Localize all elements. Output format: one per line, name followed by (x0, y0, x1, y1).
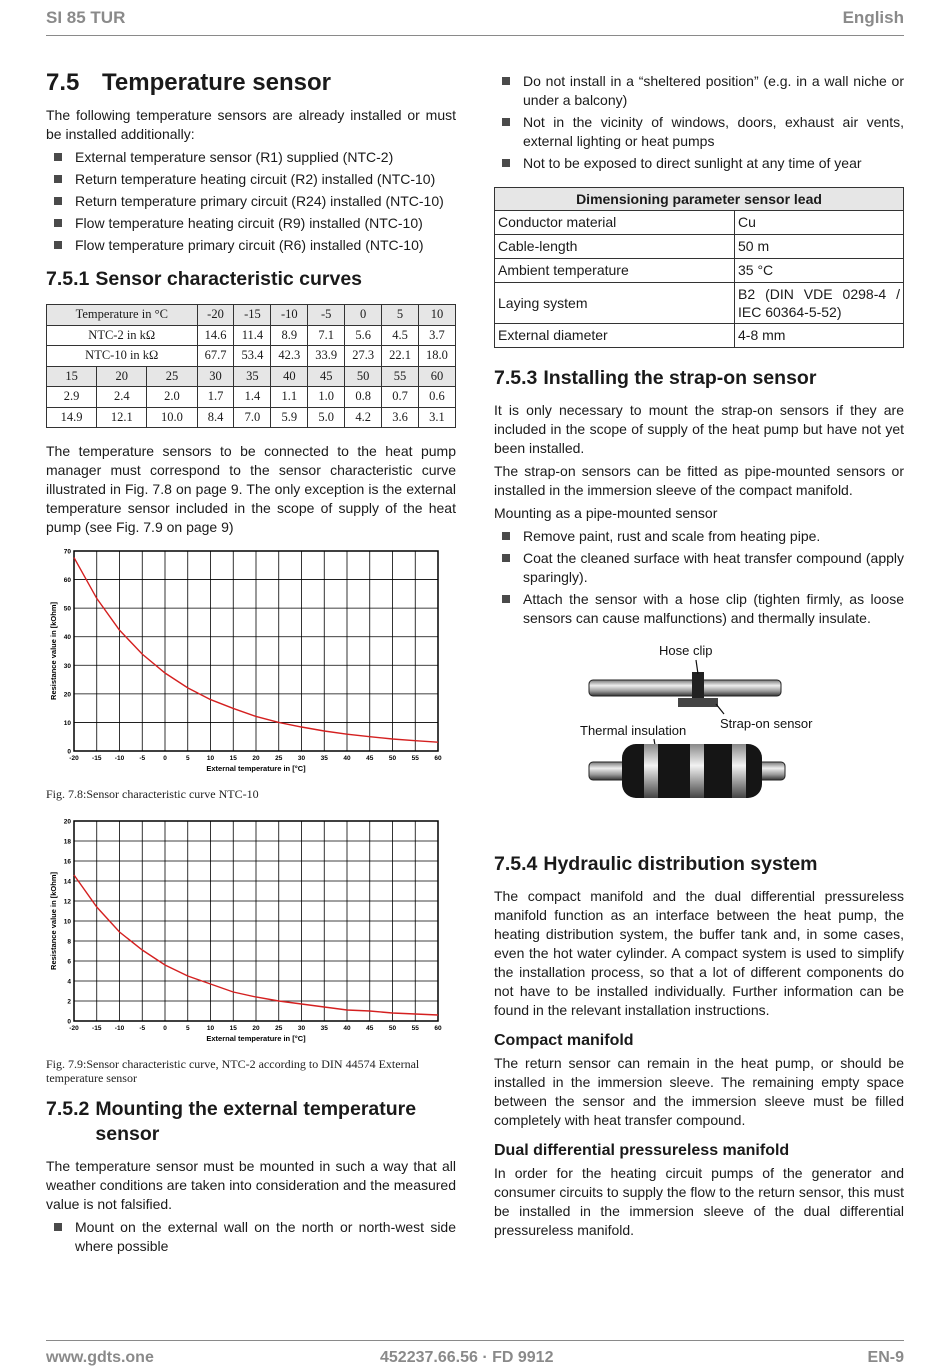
table-cell: 30 (197, 366, 234, 387)
table-cell: 1.4 (234, 387, 271, 408)
s752-paragraph: The temperature sensor must be mounted in such a way that all weather conditions are taken into consideration and the measured value is not falsified. (46, 1158, 456, 1212)
x-tick-label: 40 (343, 1025, 351, 1032)
document-title: SI 85 TUR (46, 8, 126, 27)
table-cell: 10 (418, 305, 455, 326)
table-row (47, 387, 456, 408)
table-cell: 50 (345, 366, 382, 387)
table-cell: Cable-length (495, 235, 735, 259)
table-cell: 40 (271, 366, 308, 387)
characteristic-table (46, 304, 456, 428)
x-tick-label: -10 (114, 755, 125, 762)
y-tick-label: 10 (63, 719, 71, 727)
s753-p1: It is only necessary to mount the strap-on sensors if they are included in the scope of supply of the heat pump but have not yet been installed. (494, 402, 904, 456)
x-tick-label: 25 (275, 755, 283, 762)
table-cell: NTC-10 in kΩ (47, 346, 198, 367)
y-axis-label: Resistance value in [kOhm] (49, 872, 58, 970)
list-item: Attach the sensor with a hose clip (tighten firmly, as loose sensors can cause malfunctions) and thermally insulate. (494, 590, 904, 628)
section-number: 7.5.3 (494, 367, 538, 389)
section-number: 7.5.4 (494, 853, 538, 875)
ntc10-chart (46, 543, 456, 783)
table-row (495, 283, 904, 324)
x-tick-label: -5 (139, 755, 146, 762)
section-title: Temperature sensor (102, 69, 331, 96)
x-axis-label: External temperature in [°C] (206, 764, 306, 773)
table-row (47, 407, 456, 428)
x-tick-label: 20 (252, 755, 260, 762)
table-cell: 5.6 (345, 325, 382, 346)
table-cell: 14.9 (47, 407, 97, 428)
y-tick-label: 2 (67, 998, 71, 1006)
table-cell: 35 (234, 366, 271, 387)
x-tick-label: 60 (434, 1025, 442, 1032)
y-tick-label: 40 (63, 634, 71, 642)
list-item: Return temperature primary circuit (R24) installed (NTC-10) (46, 192, 456, 211)
table-cell: 7.1 (308, 325, 345, 346)
list-item: External temperature sensor (R1) supplied (NTC-2) (46, 148, 456, 167)
y-tick-label: 50 (63, 605, 71, 613)
table-cell: 18.0 (418, 346, 455, 367)
y-axis-label: Resistance value in [kOhm] (49, 602, 58, 700)
table-cell: 3.7 (418, 325, 455, 346)
table-cell: 27.3 (345, 346, 382, 367)
language-label: English (842, 8, 904, 27)
dual-manifold-heading: Dual differential pressureless manifold (494, 1142, 790, 1159)
compact-manifold-paragraph: The return sensor can remain in the heat pump, or should be installed in the immersion sleeve. The remaining empty space between the sensor and the immersion sleeve must be filled completely with heat transfer compound. (494, 1055, 904, 1128)
x-tick-label: 50 (388, 755, 397, 762)
left-column (46, 68, 456, 1260)
section-7-5-heading (46, 68, 456, 98)
x-tick-label: 60 (434, 755, 442, 762)
hose-clip-label: Hose clip (659, 643, 713, 658)
table-cell: Conductor material (495, 211, 735, 235)
mounting-list-continued (494, 72, 904, 173)
section-7-5-3-heading (494, 366, 904, 391)
x-axis-label: External temperature in [°C] (206, 1034, 306, 1043)
thermal-insulation-label: Thermal insulation (580, 723, 687, 738)
strap-on-sensor-illustration (494, 642, 904, 832)
page-header (46, 6, 904, 36)
table-cell: 67.7 (197, 346, 234, 367)
table-cell: 33.9 (308, 346, 345, 367)
list-item: Flow temperature primary circuit (R6) installed (NTC-10) (46, 236, 456, 255)
s753-p2: The strap-on sensors can be fitted as pipe-mounted sensors or installed in the immersion sleeve of the compact manifold. (494, 463, 904, 498)
table-cell: 55 (382, 366, 419, 387)
table-row (47, 366, 456, 387)
table-row (495, 324, 904, 348)
table-cell: 0.8 (345, 387, 382, 408)
table-cell: 2.4 (97, 387, 147, 408)
list-item: Return temperature heating circuit (R2) installed (NTC-10) (46, 170, 456, 189)
x-tick-label: -15 (92, 755, 102, 762)
list-item: Mount on the external wall on the north or north-west side where possible (46, 1218, 456, 1256)
section-title: Hydraulic distribution system (543, 853, 818, 875)
fig-7-8-caption: Fig. 7.8:Sensor characteristic curve NTC-10 (46, 787, 259, 801)
table-cell: 4.2 (345, 407, 382, 428)
y-tick-label: 16 (63, 858, 71, 866)
right-column (494, 72, 904, 1244)
y-tick-label: 0 (67, 1018, 71, 1026)
x-tick-label: 30 (297, 1025, 306, 1032)
s751-paragraph: The temperature sensors to be connected to the heat pump manager must correspond to the sensor characteristic curve illustrated in Fig. 7.8 on page 9. The only exception is the external temperature sensor included in the scope of supply of the heat pump (see Fig. 7.9 on page 9) (46, 443, 456, 535)
s75-intro: The following temperature sensors are already installed or must be installed additionally: (46, 107, 456, 142)
x-tick-label: 35 (320, 755, 328, 762)
x-tick-label: -5 (139, 1025, 146, 1032)
y-tick-label: 4 (67, 978, 71, 986)
y-tick-label: 20 (63, 818, 71, 826)
table-cell: 5.0 (308, 407, 345, 428)
section-number: 7.5.1 (46, 268, 90, 290)
x-tick-label: 55 (411, 1025, 419, 1032)
compact-manifold-heading: Compact manifold (494, 1032, 634, 1049)
table-cell: 2.9 (47, 387, 97, 408)
y-tick-label: 14 (63, 878, 71, 886)
list-item: Remove paint, rust and scale from heating pipe. (494, 527, 904, 546)
list-item: Coat the cleaned surface with heat transfer compound (apply sparingly). (494, 549, 904, 587)
y-tick-label: 30 (63, 662, 71, 670)
table-cell: 8.4 (197, 407, 234, 428)
section-number: 7.5 (46, 69, 80, 96)
x-tick-label: 5 (185, 1025, 190, 1032)
x-tick-label: -10 (114, 1025, 125, 1032)
sensor-shape (678, 698, 718, 707)
table-cell: 35 °C (735, 259, 904, 283)
table-row (47, 346, 456, 367)
strap-on-steps-list (494, 527, 904, 628)
table-cell: -15 (234, 305, 271, 326)
table-cell: B2 (DIN VDE 0298-4 / IEC 60364-5-52) (735, 283, 904, 324)
y-tick-label: 0 (67, 748, 71, 756)
dimensioning-table (494, 187, 904, 348)
x-tick-label: 45 (366, 755, 374, 762)
table-cell: 14.6 (197, 325, 234, 346)
table-cell: 45 (308, 366, 345, 387)
table-cell: 53.4 (234, 346, 271, 367)
table-header-row (495, 188, 904, 211)
dual-manifold-paragraph: In order for the heating circuit pumps of the generator and consumer circuits to supply the flow to the return sensor, this must be installed in the immersion sleeve of the dual differential pressureless manifold. (494, 1165, 904, 1238)
table-row (495, 259, 904, 283)
footer-doc-number: 452237.66.56 · FD 9912 (380, 1349, 554, 1366)
y-tick-label: 10 (63, 918, 71, 926)
table-cell: 1.7 (197, 387, 234, 408)
table-cell: 5 (382, 305, 419, 326)
table-cell: External diameter (495, 324, 735, 348)
table-row (495, 211, 904, 235)
list-item: Not in the vicinity of windows, doors, exhaust air vents, external lighting or heat pumps (494, 113, 904, 151)
x-tick-label: 0 (163, 1025, 167, 1032)
y-tick-label: 12 (63, 898, 71, 906)
footer-url: www.gdts.one (46, 1349, 154, 1366)
section-title: Installing the strap-on sensor (543, 367, 817, 389)
table-cell: 8.9 (271, 325, 308, 346)
table-cell: 0.6 (418, 387, 455, 408)
table-title: Dimensioning parameter sensor lead (495, 188, 904, 211)
table-cell: 12.1 (97, 407, 147, 428)
strap-on-sensor-label: Strap-on sensor (720, 716, 813, 731)
table-cell: 4-8 mm (735, 324, 904, 348)
x-tick-label: -15 (92, 1025, 102, 1032)
table-cell: 60 (418, 366, 455, 387)
table-cell: 5.9 (271, 407, 308, 428)
table-cell: 3.1 (418, 407, 455, 428)
table-cell: 0 (345, 305, 382, 326)
table-cell: 0.7 (382, 387, 419, 408)
x-tick-label: -20 (69, 1025, 79, 1032)
list-item: Flow temperature heating circuit (R9) installed (NTC-10) (46, 214, 456, 233)
table-cell: 25 (147, 366, 197, 387)
x-tick-label: 10 (206, 755, 215, 762)
table-cell: Cu (735, 211, 904, 235)
x-tick-label: 20 (252, 1025, 260, 1032)
y-tick-label: 20 (63, 691, 71, 699)
table-row (47, 325, 456, 346)
x-tick-label: 10 (206, 1025, 215, 1032)
table-cell: 20 (97, 366, 147, 387)
x-tick-label: 0 (163, 755, 167, 762)
section-7-5-4-heading (494, 852, 904, 877)
y-tick-label: 8 (67, 938, 71, 946)
x-tick-label: 5 (185, 755, 190, 762)
table-cell: 3.6 (382, 407, 419, 428)
x-tick-label: 15 (229, 1025, 237, 1032)
table-row (495, 235, 904, 259)
table-cell: -5 (308, 305, 345, 326)
table-cell: 10.0 (147, 407, 197, 428)
mounting-list (46, 1218, 456, 1256)
section-7-5-1-heading (46, 267, 456, 292)
pipe-shape (589, 680, 781, 696)
table-cell: 1.0 (308, 387, 345, 408)
section-7-5-2-heading (46, 1097, 456, 1147)
x-tick-label: -20 (69, 755, 79, 762)
y-tick-label: 18 (63, 838, 71, 846)
section-title: Sensor characteristic curves (95, 268, 363, 290)
y-tick-label: 70 (63, 548, 71, 556)
table-cell: 22.1 (382, 346, 419, 367)
x-tick-label: 50 (388, 1025, 397, 1032)
x-tick-label: 35 (320, 1025, 328, 1032)
section-number: 7.5.2 (46, 1098, 90, 1120)
table-cell: 1.1 (271, 387, 308, 408)
table-cell: 7.0 (234, 407, 271, 428)
footer-page-number: EN-9 (867, 1349, 904, 1366)
fig-7-9-caption: Fig. 7.9:Sensor characteristic curve, NTC-2 according to DIN 44574 External temperature sensor (46, 1057, 420, 1085)
page-footer (46, 1340, 904, 1370)
x-tick-label: 55 (411, 755, 419, 762)
table-cell: -20 (197, 305, 234, 326)
x-tick-label: 30 (297, 755, 306, 762)
y-tick-label: 60 (63, 577, 71, 585)
s753-p3: Mounting as a pipe-mounted sensor (494, 505, 718, 521)
section-title: Mounting the external temperature sensor (95, 1098, 417, 1145)
table-cell: 2.0 (147, 387, 197, 408)
table-row (47, 305, 456, 326)
table-cell: 50 m (735, 235, 904, 259)
strap-on-sensor-photo (494, 642, 904, 832)
x-tick-label: 25 (275, 1025, 283, 1032)
x-tick-label: 40 (343, 755, 351, 762)
y-tick-label: 6 (67, 958, 71, 966)
table-cell: -10 (271, 305, 308, 326)
ntc2-chart (46, 813, 456, 1053)
table-cell: 4.5 (382, 325, 419, 346)
list-item: Do not install in a “sheltered position” (e.g. in a wall niche or under a balcony) (494, 72, 904, 110)
list-item: Not to be exposed to direct sunlight at any time of year (494, 154, 904, 173)
x-tick-label: 45 (366, 1025, 374, 1032)
table-cell: 42.3 (271, 346, 308, 367)
table-cell: 11.4 (234, 325, 271, 346)
table-cell: Laying system (495, 283, 735, 324)
s754-paragraph: The compact manifold and the dual differential pressureless manifold function as an interface between the heat pump, the heating distribution system, the buffer tank and, in some cases, even the hot water cylinder. A compact system is used to simplify the installation process, so that a lot of different components do not have to be installed individually. Further information can be found in the relevant installation instructions. (494, 888, 904, 1018)
table-cell: NTC-2 in kΩ (47, 325, 198, 346)
table-cell: Ambient temperature (495, 259, 735, 283)
x-tick-label: 15 (229, 755, 237, 762)
table-cell: Temperature in °C (47, 305, 198, 326)
sensor-list (46, 148, 456, 255)
table-cell: 15 (47, 366, 97, 387)
